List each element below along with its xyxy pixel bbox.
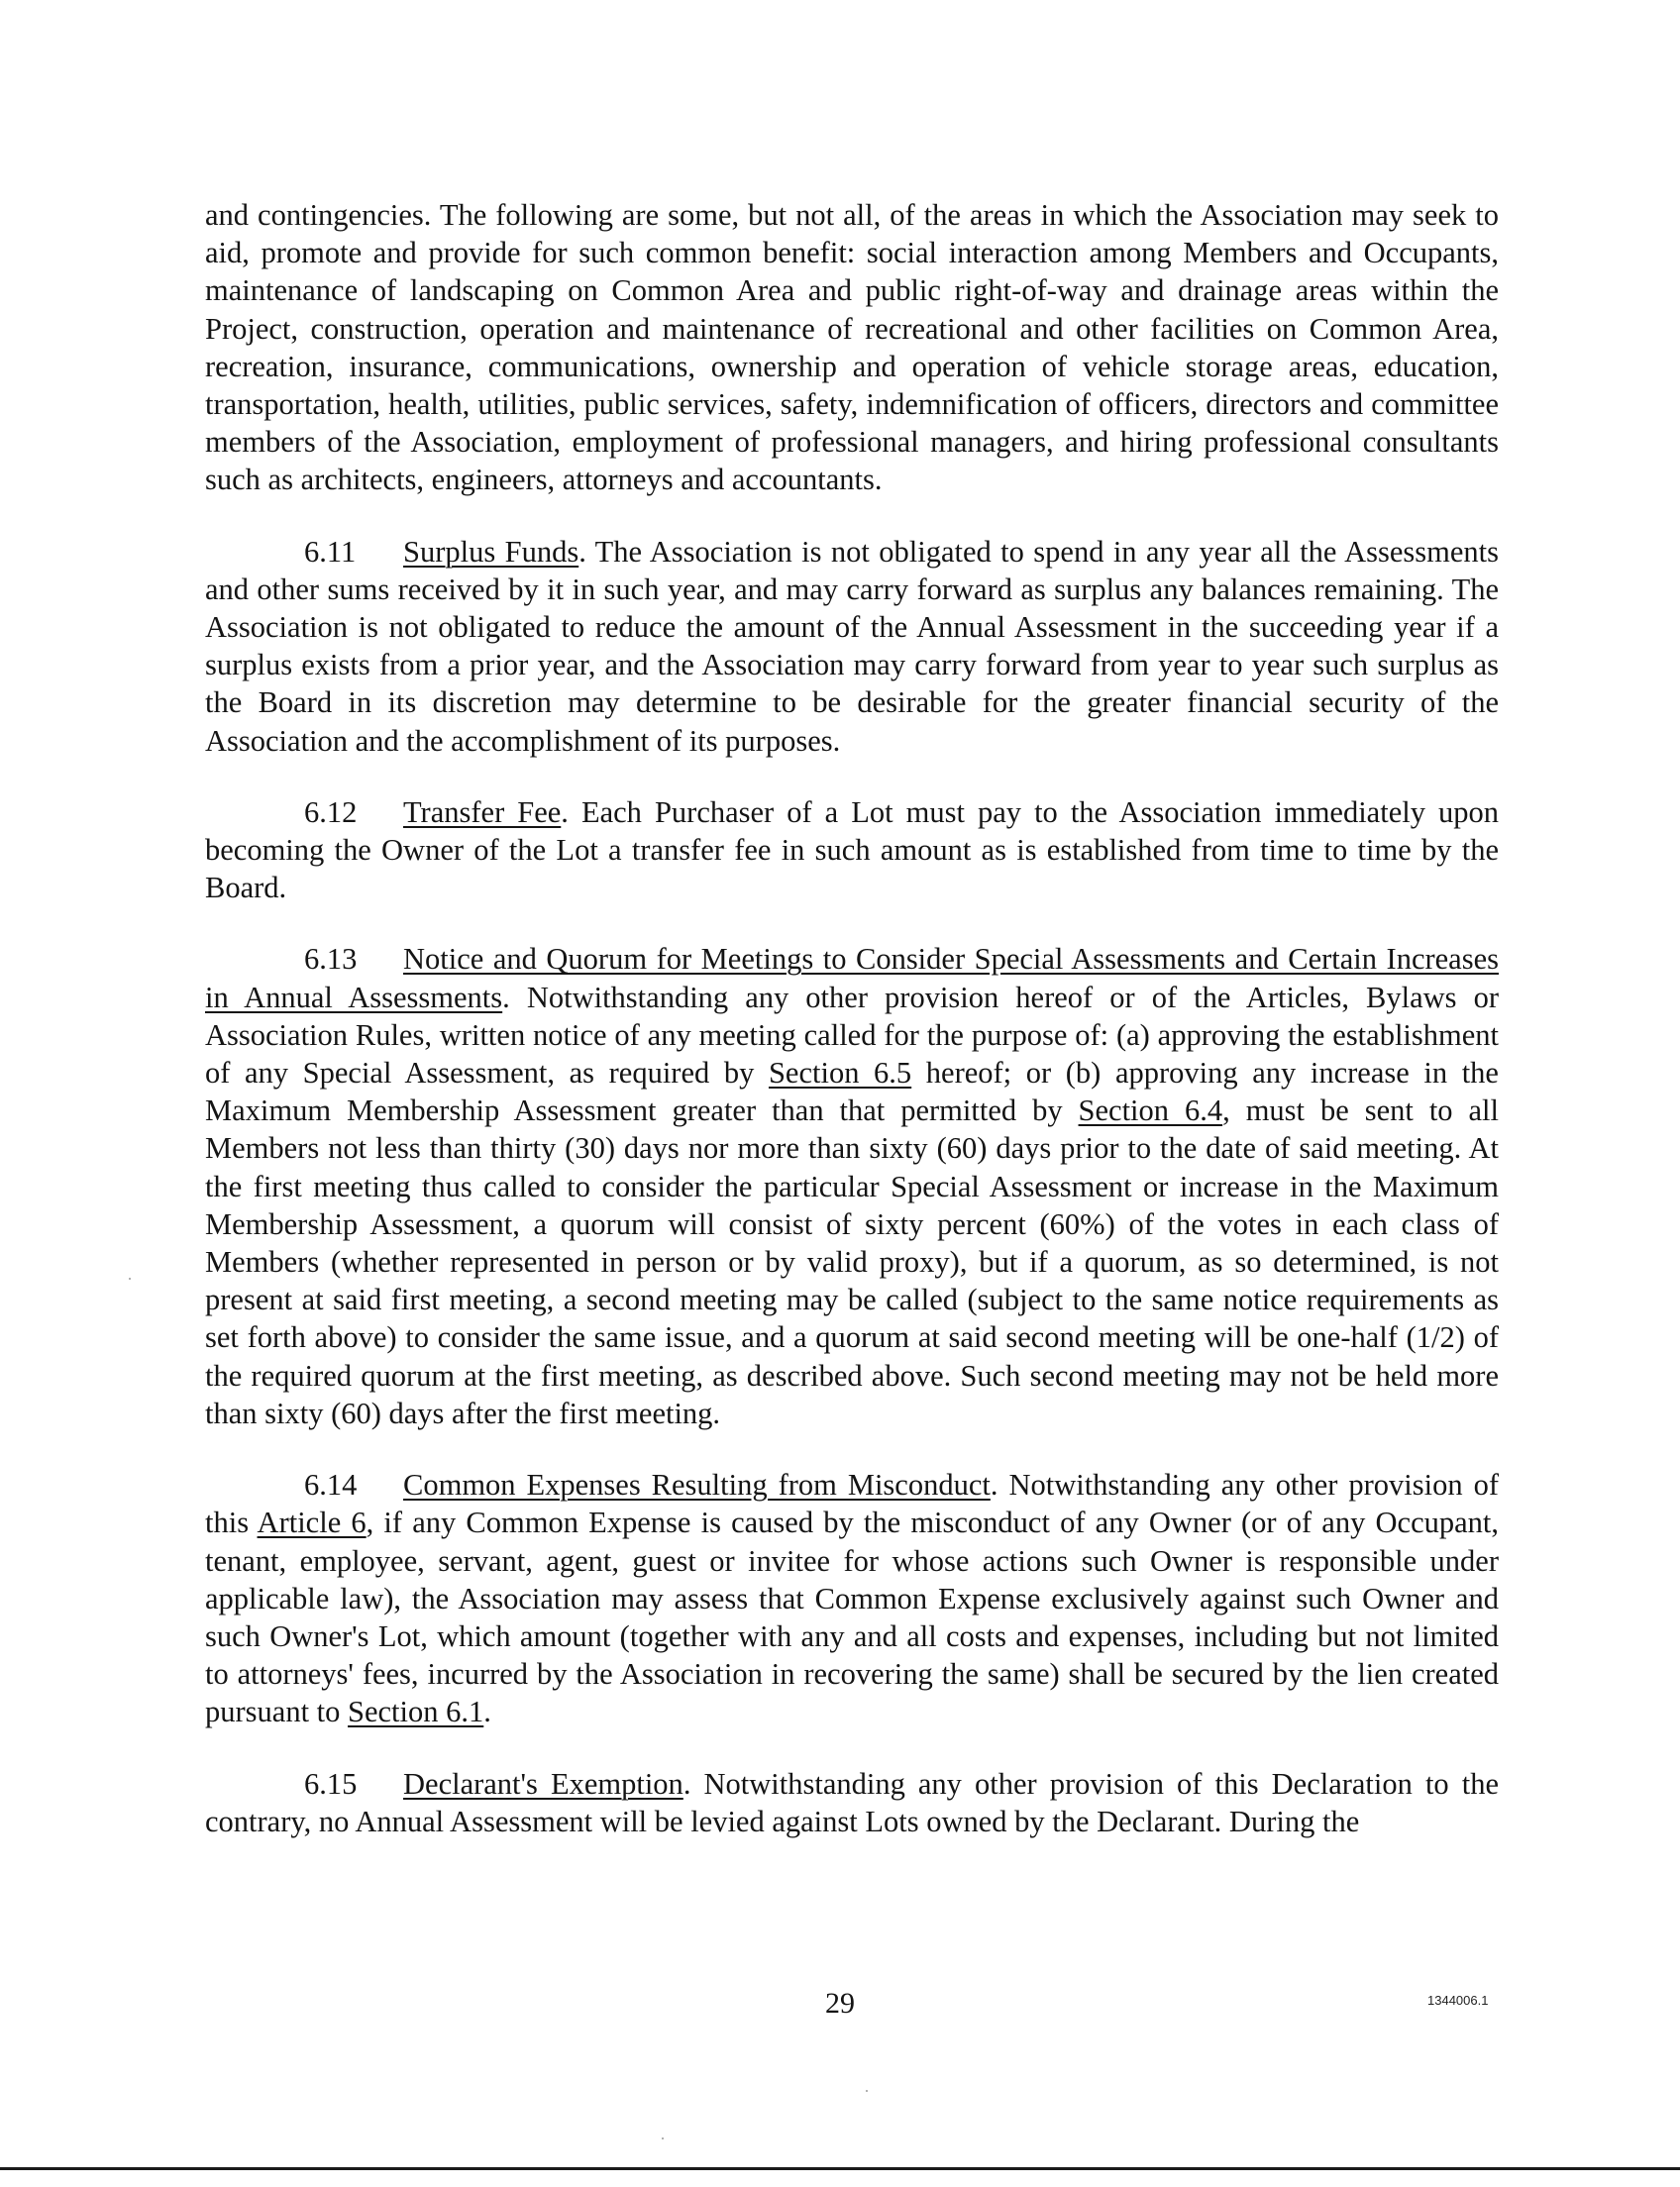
section-title: Notice and Quorum for Meetings to Consider Special Assessments and Certain Increases in Annual Assessments	[205, 942, 1499, 1014]
section-6-11	[205, 533, 1499, 760]
section-title: Surplus Funds	[403, 534, 579, 569]
scan-speck	[129, 1278, 131, 1280]
section-body: . Notwithstanding any other provision of this Declaration to the contrary, no Annual Assessment will be levied against Lots owned by the Declarant. During the	[205, 1766, 1499, 1838]
section-body: . Notwithstanding any other provision of this	[205, 1468, 1499, 1540]
cross-reference: Section 6.5	[768, 1056, 912, 1091]
intro-paragraph	[205, 196, 1499, 499]
section-body: .	[483, 1695, 491, 1729]
section-title: Transfer Fee	[403, 794, 562, 829]
cross-reference: Article 6	[257, 1506, 367, 1540]
section-number: 6.14	[304, 1468, 358, 1503]
section-body: , must be sent to all Members not less than thirty (30) days nor more than sixty (60) days prior to the date of said meeting. At the first meeting thus called to consider the particular Special Assessment or increase in the Maximum Membership Assessment, a quorum will consist of sixty percent (60%) of the votes in each class of Members (whether represented in person or by valid proxy), but if a quorum, as so determined, is not present at said first meeting, a second meeting may be called (subject to the same notice requirements as set forth above) to consider the same issue, and a quorum at said second meeting will be one-half (1/2) of the required quorum at the first meeting, as described above. Such second meeting may not be held more than sixty (60) days after the first meeting.	[205, 1094, 1499, 1430]
section-title: Declarant's Exemption	[403, 1766, 683, 1801]
section-number: 6.13	[304, 942, 358, 977]
section-number: 6.11	[304, 534, 357, 569]
section-body: . Each Purchaser of a Lot must pay to the Association immediately upon becoming the Owner of the Lot a transfer fee in such amount as is established from time to time by the Board.	[205, 794, 1499, 905]
section-number: 6.12	[304, 794, 358, 829]
section-6-15	[205, 1765, 1499, 1840]
section-6-13	[205, 940, 1499, 1432]
intro-text: and contingencies. The following are some, but not all, of the areas in which the Association may seek to aid, promote and provide for such common benefit: social interaction among Members and Occupants, maintenance of landscaping on Common Area and public right-of-way and drainage areas within the Project, construction, operation and maintenance of recreational and other facilities on Common Area, recreation, insurance, communications, ownership and operation of vehicle storage areas, education, transportation, health, utilities, public services, safety, indemnification of officers, directors and committee members of the Association, employment of professional managers, and hiring professional consultants such as architects, engineers, attorneys and accountants.	[205, 198, 1499, 497]
section-body: , if any Common Expense is caused by the misconduct of any Owner (or of any Occupant, tenant, employee, servant, agent, guest or invitee for whose actions such Owner is responsible under applicable law), the Association may assess that Common Expense exclusively against such Owner and such Owner's Lot, which amount (together with any and all costs and expenses, including but not limited to attorneys' fees, incurred by the Association in recovering the same) shall be secured by the lien created pursuant to	[205, 1506, 1499, 1729]
section-body: . Notwithstanding any other provision hereof or of the Articles, Bylaws or Association Rules, written notice of any meeting called for the purpose of: (a) approving the establishment of any Special Assessment, as required by	[205, 980, 1499, 1091]
bottom-scan-edge	[0, 2167, 1680, 2170]
document-body	[205, 196, 1499, 1874]
scan-speck	[866, 2090, 868, 2092]
section-6-12	[205, 793, 1499, 907]
section-body: hereof; or (b) approving any increase in the Maximum Membership Assessment greater than that permitted by	[205, 1056, 1499, 1128]
section-6-14	[205, 1466, 1499, 1730]
document-id: 1344006.1	[1427, 1993, 1489, 2008]
scan-speck	[662, 2137, 664, 2139]
cross-reference: Section 6.4	[1078, 1094, 1223, 1128]
cross-reference: Section 6.1	[348, 1695, 484, 1729]
section-body: . The Association is not obligated to spend in any year all the Assessments and other sums received by it in such year, and may carry forward as surplus any balances remaining. The Association is not obligated to reduce the amount of the Annual Assessment in the succeeding year if a surplus exists from a prior year, and the Association may carry forward from year to year such surplus as the Board in its discretion may determine to be desirable for the greater financial security of the Association and the accomplishment of its purposes.	[205, 534, 1499, 758]
page-number: 29	[825, 1987, 855, 2020]
section-number: 6.15	[304, 1766, 358, 1801]
section-title: Common Expenses Resulting from Misconduct	[403, 1468, 991, 1503]
